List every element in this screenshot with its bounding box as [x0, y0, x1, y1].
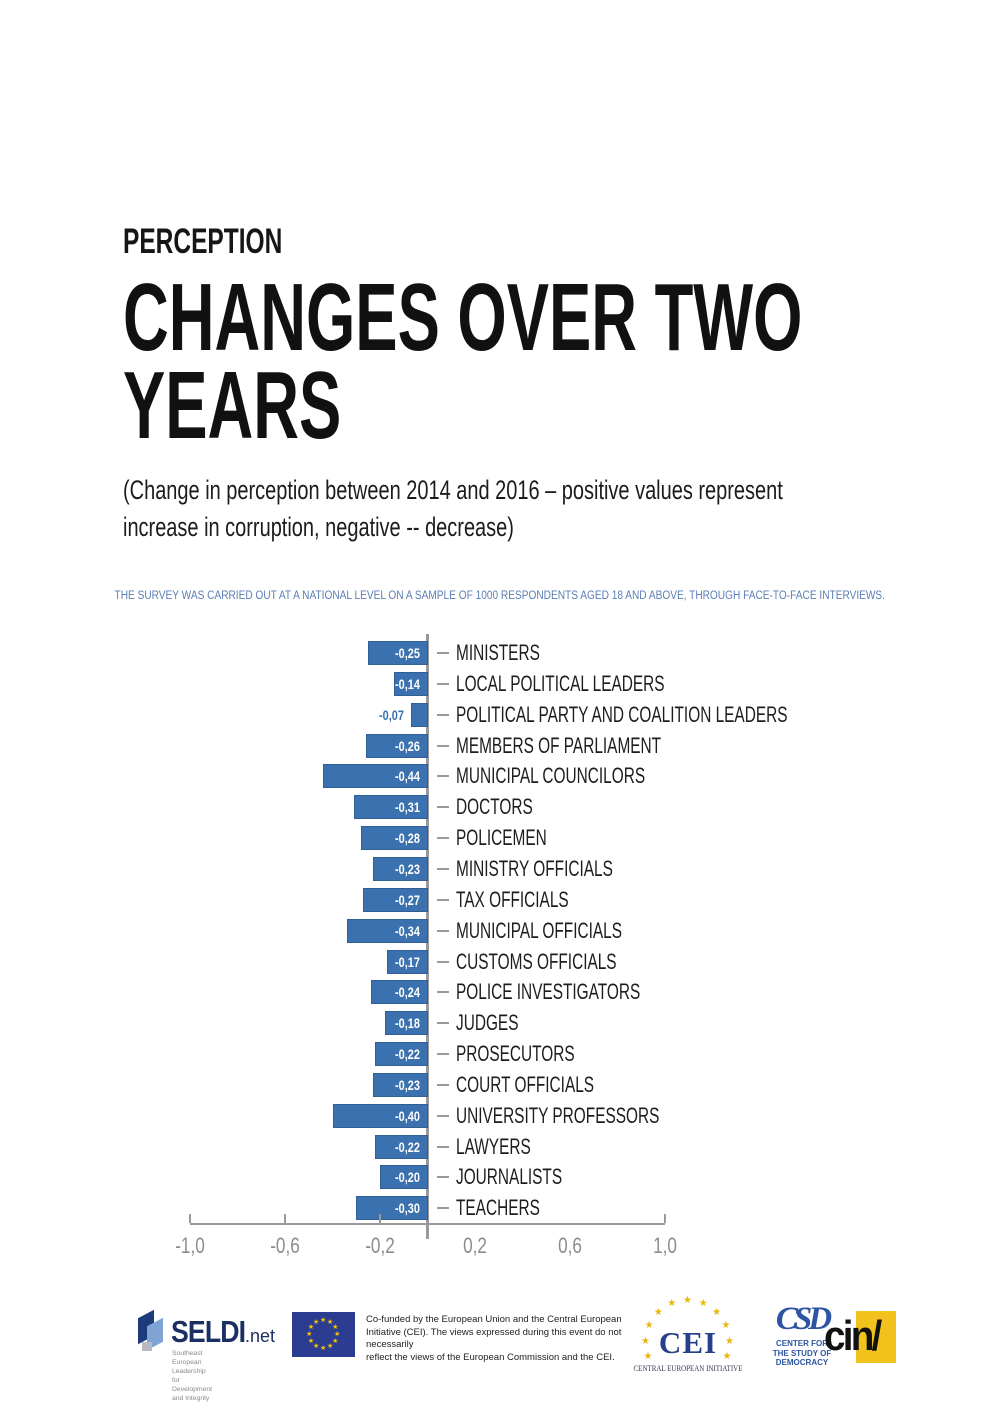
- row-tick: [437, 1207, 449, 1209]
- eu-funding-line: Initiative (CEI). The views expressed during this event do not necessarily: [366, 1326, 622, 1351]
- page-subtitle-line2: increase in corruption, negative -- decrease): [123, 512, 514, 542]
- category-label: LOCAL POLITICAL LEADERS: [455, 670, 665, 696]
- eu-star-icon: ★: [313, 1318, 320, 1326]
- bar: [333, 1104, 428, 1128]
- eu-star-icon: ★: [327, 1318, 334, 1326]
- bar-value-label: -0,18: [394, 1015, 420, 1032]
- csd-caption-line: THE STUDY OF: [772, 1348, 832, 1358]
- row-tick: [437, 1146, 449, 1148]
- bar-value-label: -0,17: [394, 953, 420, 970]
- cei-star-icon: ★: [653, 1306, 663, 1318]
- category-label: LAWYERS: [455, 1133, 531, 1159]
- eu-star-icon: ★: [334, 1331, 341, 1338]
- eu-star-icon: ★: [307, 1338, 315, 1345]
- category-label: JOURNALISTS: [455, 1164, 562, 1190]
- cei-star-icon: ★: [722, 1351, 732, 1363]
- page-title-line2: YEARS: [123, 352, 342, 459]
- bar-row: [0, 764, 1000, 788]
- bar-row: [0, 826, 1000, 850]
- row-tick: [437, 652, 449, 654]
- row-tick: [437, 1115, 449, 1117]
- row-tick: [437, 961, 449, 963]
- csd-caption-line: CENTER FOR: [776, 1339, 828, 1348]
- category-label: POLICEMEN: [455, 825, 547, 851]
- bar-value-label: -0,25: [394, 645, 420, 661]
- category-label: DOCTORS: [455, 794, 533, 820]
- bar-row: [0, 980, 1000, 1004]
- x-axis-tick: [379, 1214, 381, 1223]
- cei-star-icon: ★: [698, 1298, 708, 1310]
- bar-row: [0, 1042, 1000, 1066]
- x-axis-tick-label: -1,0: [175, 1233, 205, 1258]
- bar-row: [0, 1104, 1000, 1128]
- bar: [373, 857, 428, 881]
- x-axis-tick-label: 1,0: [653, 1233, 677, 1258]
- cei-star-icon: ★: [641, 1335, 650, 1347]
- category-label: JUDGES: [455, 1010, 518, 1036]
- eu-star-icon: ★: [327, 1343, 334, 1351]
- bar-row: [0, 672, 1000, 696]
- row-tick: [437, 1053, 449, 1055]
- bar: [363, 888, 427, 912]
- row-tick: [437, 745, 449, 747]
- row-tick: [437, 775, 449, 777]
- cei-star-icon: ★: [667, 1298, 677, 1310]
- x-axis-tick-label: 0,2: [463, 1233, 487, 1258]
- cei-star-icon: ★: [721, 1319, 731, 1331]
- cei-star-icon: ★: [712, 1306, 722, 1318]
- category-label: MINISTRY OFFICIALS: [455, 855, 613, 881]
- eu-funding-line: reflect the views of the European Commission and the CEI.: [366, 1351, 615, 1363]
- category-label: POLITICAL PARTY AND COALITION LEADERS: [455, 701, 787, 727]
- bar-value-label: -0,26: [394, 737, 420, 754]
- eu-funding-line: Co-funded by the European Union and the Central European: [366, 1314, 622, 1325]
- bar-row: [0, 641, 1000, 665]
- bar-chart: [0, 630, 1000, 1290]
- csd-caption-line: DEMOCRACY: [775, 1358, 829, 1367]
- row-tick: [437, 683, 449, 685]
- bar-value-label: -0,07: [378, 706, 404, 723]
- cei-star-icon: ★: [644, 1319, 654, 1331]
- bar-row: [0, 1073, 1000, 1097]
- seldi-wordmark: SELDI: [171, 1314, 246, 1349]
- page-subtitle: [123, 472, 1000, 546]
- row-tick: [437, 837, 449, 839]
- bar: [347, 919, 428, 943]
- seldi-tagline-line: Development and Integrity: [172, 1386, 213, 1402]
- eu-star-icon: ★: [320, 1317, 327, 1324]
- bar-row: [0, 950, 1000, 974]
- category-label: CUSTOMS OFFICIALS: [455, 948, 617, 974]
- bar-row: [0, 919, 1000, 943]
- bar-row: [0, 703, 1000, 727]
- eu-star-icon: ★: [313, 1343, 320, 1351]
- bar-value-label: -0,24: [394, 984, 420, 1001]
- bar: [373, 1073, 428, 1097]
- category-label: UNIVERSITY PROFESSORS: [455, 1102, 659, 1128]
- bar-value-label: -0,28: [394, 830, 420, 847]
- x-axis-tick-label: -0,2: [365, 1233, 395, 1258]
- survey-note: THE SURVEY WAS CARRIED OUT AT A NATIONAL LEVEL ON A SAMPLE OF 1000 RESPONDENTS AGED 18 AND ABOVE, THROUGH FACE-TO-FACE INTERVIEWS.: [114, 590, 886, 602]
- bar: [394, 672, 427, 696]
- bar-value-label: -0,20: [394, 1169, 420, 1186]
- seldi-net-suffix: .net: [245, 1326, 276, 1346]
- x-axis-tick: [664, 1214, 666, 1223]
- eu-star-icon: ★: [332, 1338, 339, 1345]
- seldi-ribbon-icon: [142, 1342, 152, 1351]
- eu-funding-text: [366, 1314, 636, 1364]
- bar-value-label: -0,40: [394, 1107, 420, 1124]
- page-title: [123, 264, 1000, 459]
- bar: [371, 980, 428, 1004]
- bar-value-label: -0,22: [394, 1138, 420, 1155]
- bar: [411, 703, 428, 727]
- seldi-tagline-line: Southeast European Leadership for: [172, 1350, 206, 1384]
- cei-logo: [633, 1295, 743, 1389]
- row-tick: [437, 991, 449, 993]
- bar-value-label: -0,44: [394, 768, 420, 785]
- row-tick: [437, 806, 449, 808]
- bar-row: [0, 1165, 1000, 1189]
- bar: [375, 1042, 427, 1066]
- bar: [323, 764, 428, 788]
- row-tick: [437, 899, 449, 901]
- x-axis-line: [190, 1223, 665, 1225]
- bar: [356, 1196, 427, 1220]
- category-label: POLICE INVESTIGATORS: [455, 979, 640, 1005]
- row-tick: [437, 1176, 449, 1178]
- bar-value-label: -0,27: [394, 891, 420, 908]
- bar-row: [0, 734, 1000, 758]
- eyebrow-title: PERCEPTION: [123, 222, 283, 261]
- category-label: MUNICIPAL COUNCILORS: [455, 763, 645, 789]
- bar-value-label: -0,22: [394, 1046, 420, 1063]
- eu-star-icon: ★: [307, 1324, 315, 1331]
- bar: [368, 641, 427, 665]
- bar-row: [0, 1135, 1000, 1159]
- row-tick: [437, 930, 449, 932]
- cin-wordmark: cin/: [824, 1312, 880, 1359]
- footer-logos: [0, 1295, 1000, 1402]
- bar-row: [0, 795, 1000, 819]
- page-subtitle-line1: (Change in perception between 2014 and 2016 – positive values represent: [123, 475, 783, 505]
- bar-value-label: -0,30: [394, 1200, 420, 1217]
- page-title-line1: CHANGES OVER TWO: [123, 264, 803, 371]
- category-label: TAX OFFICIALS: [455, 886, 569, 912]
- csd-wordmark: CSD: [775, 1301, 829, 1337]
- category-label: MUNICIPAL OFFICIALS: [455, 917, 622, 943]
- bar-row: [0, 1011, 1000, 1035]
- x-axis-tick: [284, 1214, 286, 1223]
- eu-star-icon: ★: [320, 1345, 327, 1352]
- cei-star-icon: ★: [724, 1335, 734, 1347]
- eu-flag-icon: [292, 1312, 355, 1357]
- bar-value-label: -0,14: [394, 675, 420, 692]
- bar: [387, 950, 427, 974]
- bar: [380, 1165, 428, 1189]
- bar: [385, 1011, 428, 1035]
- cei-caption: CENTRAL EUROPEAN INITIATIVE: [633, 1363, 743, 1373]
- category-label: COURT OFFICIALS: [455, 1071, 594, 1097]
- row-tick: [437, 714, 449, 716]
- bar-row: [0, 857, 1000, 881]
- bar-row: [0, 888, 1000, 912]
- x-axis-tick: [189, 1214, 191, 1223]
- row-tick: [437, 1022, 449, 1024]
- cei-star-icon: ★: [683, 1295, 692, 1306]
- x-axis-tick-label: 0,6: [558, 1233, 582, 1258]
- bar-row: [0, 1196, 1000, 1220]
- bar: [366, 734, 428, 758]
- bar: [354, 795, 428, 819]
- category-label: MINISTERS: [455, 640, 540, 665]
- bar: [361, 826, 428, 850]
- category-label: TEACHERS: [455, 1195, 540, 1221]
- row-tick: [437, 868, 449, 870]
- cei-wordmark: CEI: [658, 1325, 718, 1360]
- eu-star-icon: ★: [332, 1324, 339, 1331]
- cin-logo: [824, 1311, 896, 1365]
- x-axis-tick-label: -0,6: [270, 1233, 300, 1258]
- bar-value-label: -0,23: [394, 860, 420, 877]
- eu-star-icon: ★: [306, 1331, 313, 1338]
- bar-value-label: -0,31: [394, 799, 420, 816]
- seldi-tagline: [172, 1349, 212, 1403]
- category-label: MEMBERS OF PARLIAMENT: [455, 732, 661, 758]
- row-tick: [437, 1084, 449, 1086]
- bar-value-label: -0,23: [394, 1076, 420, 1093]
- bar: [375, 1135, 427, 1159]
- bar-value-label: -0,34: [394, 922, 420, 939]
- category-label: PROSECUTORS: [455, 1041, 575, 1067]
- cei-star-icon: ★: [643, 1351, 653, 1363]
